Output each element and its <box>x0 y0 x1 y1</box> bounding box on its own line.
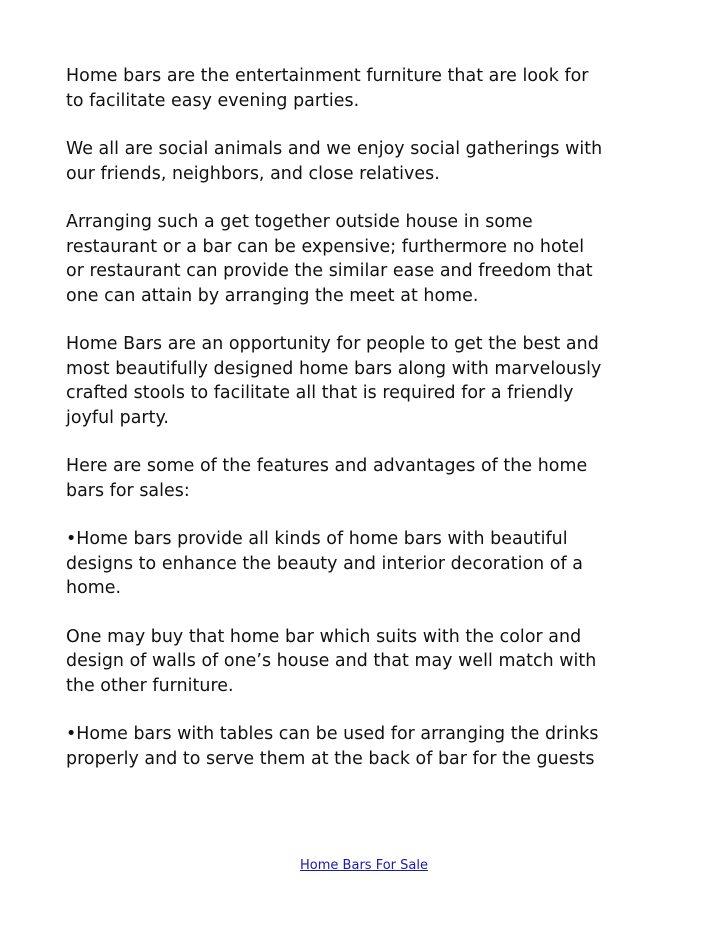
footer <box>0 857 728 875</box>
paragraph-opportunity: Home Bars are an opportunity for people to get the best and most beautifully designed home bars along with marvelously crafted stools to facilitate all that is required for a friendly joyful party. <box>66 334 602 428</box>
document-body <box>66 64 666 795</box>
paragraph-bullet-tables: •Home bars with tables can be used for arranging the drinks properly and to serve them at the back of bar for the guests <box>66 724 599 769</box>
paragraph-features-heading: Here are some of the features and advantages of the home bars for sales: <box>66 456 588 501</box>
paragraph-intro: Home bars are the entertainment furniture that are look for to facilitate easy evening parties. <box>66 66 589 111</box>
paragraph-bullet-designs: •Home bars provide all kinds of home bars with beautiful designs to enhance the beauty and interior decoration of a home. <box>66 529 583 598</box>
home-bars-for-sale-link[interactable]: Home Bars For Sale <box>300 858 428 873</box>
paragraph-arranging: Arranging such a get together outside house in some restaurant or a bar can be expensive; furthermore no hotel or restaurant can provide the similar ease and freedom that one can attain by arranging the meet at home. <box>66 212 593 306</box>
paragraph-color-match: One may buy that home bar which suits with the color and design of walls of one’s house and that may well match with the other furniture. <box>66 626 597 696</box>
paragraph-social: We all are social animals and we enjoy social gatherings with our friends, neighbors, and close relatives. <box>66 139 603 184</box>
